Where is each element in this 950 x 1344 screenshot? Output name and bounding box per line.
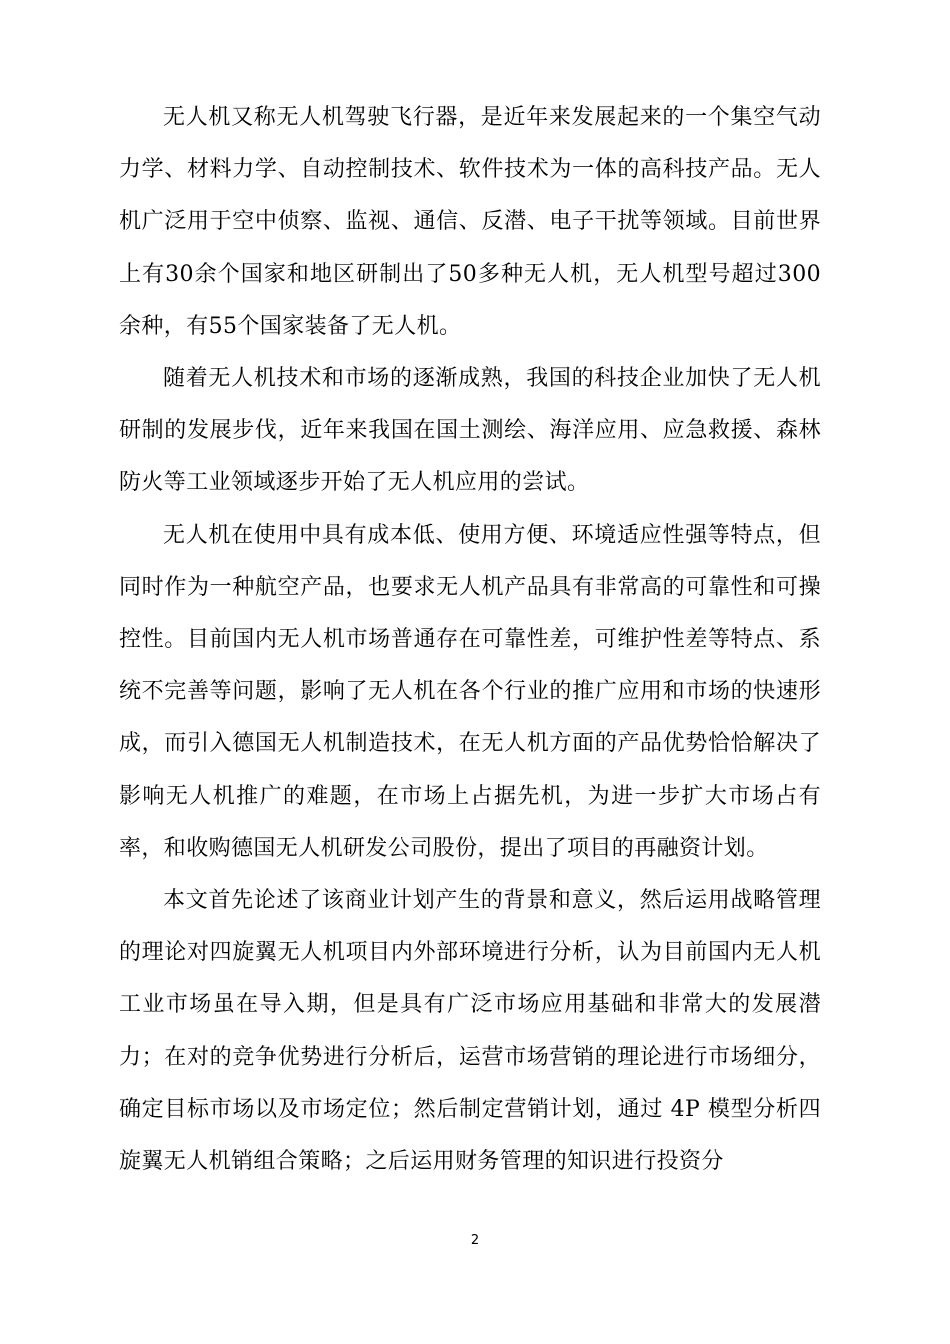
body-text — [119, 92, 821, 1188]
paragraph-1: 无人机又称无人机驾驶飞行器，是近年来发展起来的一个集空气动力学、材料力学、自动控制技术、软件技术为一体的高科技产品。无人机广泛用于空中侦察、监视、通信、反潜、电子干扰等领域。目前世界上有30余个国家和地区研制出了50多种无人机，无人机型号超过300余种，有55个国家装备了无人机。 — [119, 105, 821, 339]
paragraph-4: 本文首先论述了该商业计划产生的背景和意义，然后运用战略管理的理论对四旋翼无人机项目内外部环境进行分析，认为目前国内无人机工业市场虽在导入期，但是具有广泛市场应用基础和非常大的发展潜力；在对的竞争优势进行分析后，运营市场营销的理论进行市场细分，确定目标市场以及市场定位；然后制定营销计划，通过 4P 模型分析四旋翼无人机销组合策略；之后运用财务管理的知识进行投资分 — [119, 888, 821, 1175]
paragraph-3: 无人机在使用中具有成本低、使用方便、环境适应性强等特点，但同时作为一种航空产品，也要求无人机产品具有非常高的可靠性和可操控性。目前国内无人机市场普通存在可靠性差，可维护性差等特点、系统不完善等问题，影响了无人机在各个行业的推广应用和市场的快速形成，而引入德国无人机制造技术，在无人机方面的产品优势恰恰解决了影响无人机推广的难题，在市场上占据先机，为进一步扩大市场占有率，和收购德国无人机研发公司股份，提出了项目的再融资计划。 — [119, 522, 821, 861]
page-number: 2 — [470, 1233, 480, 1248]
paragraph-2: 随着无人机技术和市场的逐渐成熟，我国的科技企业加快了无人机研制的发展步伐，近年来我国在国土测绘、海洋应用、应急救援、森林防火等工业领域逐步开始了无人机应用的尝试。 — [119, 366, 821, 496]
